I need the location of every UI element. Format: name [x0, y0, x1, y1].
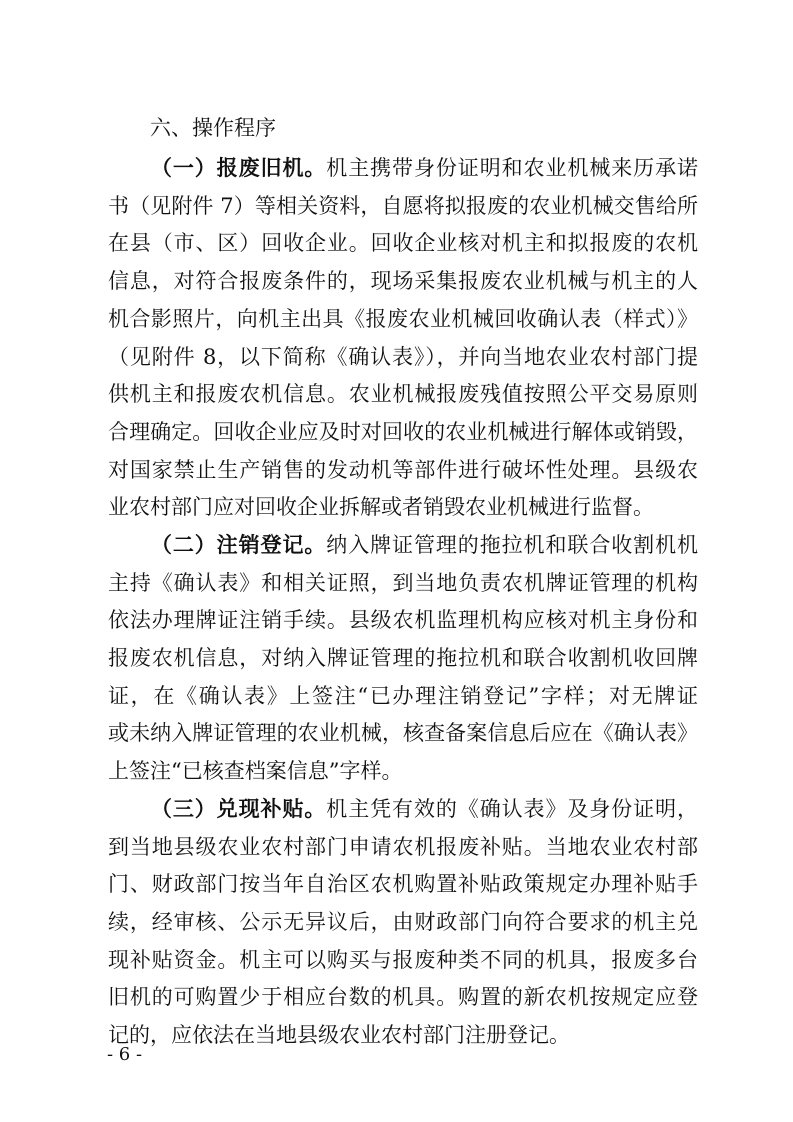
paragraph-line: 记的，应依法在当地县级农业农村部门注册登记。	[108, 1023, 570, 1047]
paragraph-line: （一）报废旧机。机主携带身份证明和农业机械来历承诺	[150, 155, 698, 180]
paragraph-line: 上签注“已核查档案信息”字样。	[108, 759, 403, 784]
paragraph-line: 旧机的可购置少于相应台数的机具。购置的新农机按规定应登	[108, 985, 698, 1010]
paragraph-line: 报废农机信息，对纳入牌证管理的拖拉机和联合收割机收回牌	[108, 646, 698, 670]
paragraph-line: 依法办理牌证注销手续。县级农机监理机构应核对机主身份和	[108, 608, 698, 633]
paragraph-line: 对国家禁止生产销售的发动机等部件进行破坏性处理。县级农	[108, 457, 698, 482]
paragraph-line: （二）注销登记。纳入牌证管理的拖拉机和联合收割机机	[150, 532, 698, 557]
paragraph-line: 机合影照片，向机主出具《报废农业机械回收确认表（样式）》	[108, 306, 698, 331]
paragraph-line: 证，在《确认表》上签注“已办理注销登记”字样；对无牌证	[108, 683, 698, 708]
paragraph-line: 主持《确认表》和相关证照，到当地负责农机牌证管理的机构	[108, 570, 698, 595]
paragraph-line: 供机主和报废农机信息。农业机械报废残值按照公平交易原则	[108, 382, 698, 407]
paragraph-line: （三）兑现补贴。机主凭有效的《确认表》及身份证明，	[150, 795, 698, 821]
paragraph-line: 到当地县级农业农村部门申请农机报废补贴。当地农业农村部	[108, 834, 698, 859]
item-title: （一）报废旧机。	[150, 155, 327, 180]
paragraph-line: 门、财政部门按当年自治区农机购置补贴政策规定办理补贴手	[108, 872, 698, 897]
paragraph-line: 或未纳入牌证管理的农业机械，核查备案信息后应在《确认表》	[108, 721, 698, 746]
paragraph-line: 信息，对符合报废条件的，现场采集报废农业机械与机主的人	[108, 269, 698, 294]
section-heading: 六、操作程序	[150, 116, 276, 140]
paragraph-line: 业农村部门应对回收企业拆解或者销毁农业机械进行监督。	[108, 495, 654, 520]
paragraph-line: 在县（市、区）回收企业。回收企业核对机主和拟报废的农机	[108, 231, 698, 256]
paragraph-line: 合理确定。回收企业应及时对回收的农业机械进行解体或销毁，	[108, 419, 698, 444]
page-number: - 6 -	[107, 1044, 143, 1065]
paragraph-line: 书（见附件 7）等相关资料，自愿将拟报废的农业机械交售给所	[108, 193, 698, 218]
paragraph-line: 现补贴资金。机主可以购买与报废种类不同的机具，报废多台	[108, 947, 698, 972]
item-title: （二）注销登记。	[150, 532, 327, 557]
paragraph-line: （见附件 8，以下简称《确认表》），并向当地农业农村部门提	[108, 344, 698, 369]
item-title: （三）兑现补贴。	[150, 795, 327, 821]
paragraph-line: 续，经审核、公示无异议后，由财政部门向符合要求的机主兑	[108, 909, 698, 934]
